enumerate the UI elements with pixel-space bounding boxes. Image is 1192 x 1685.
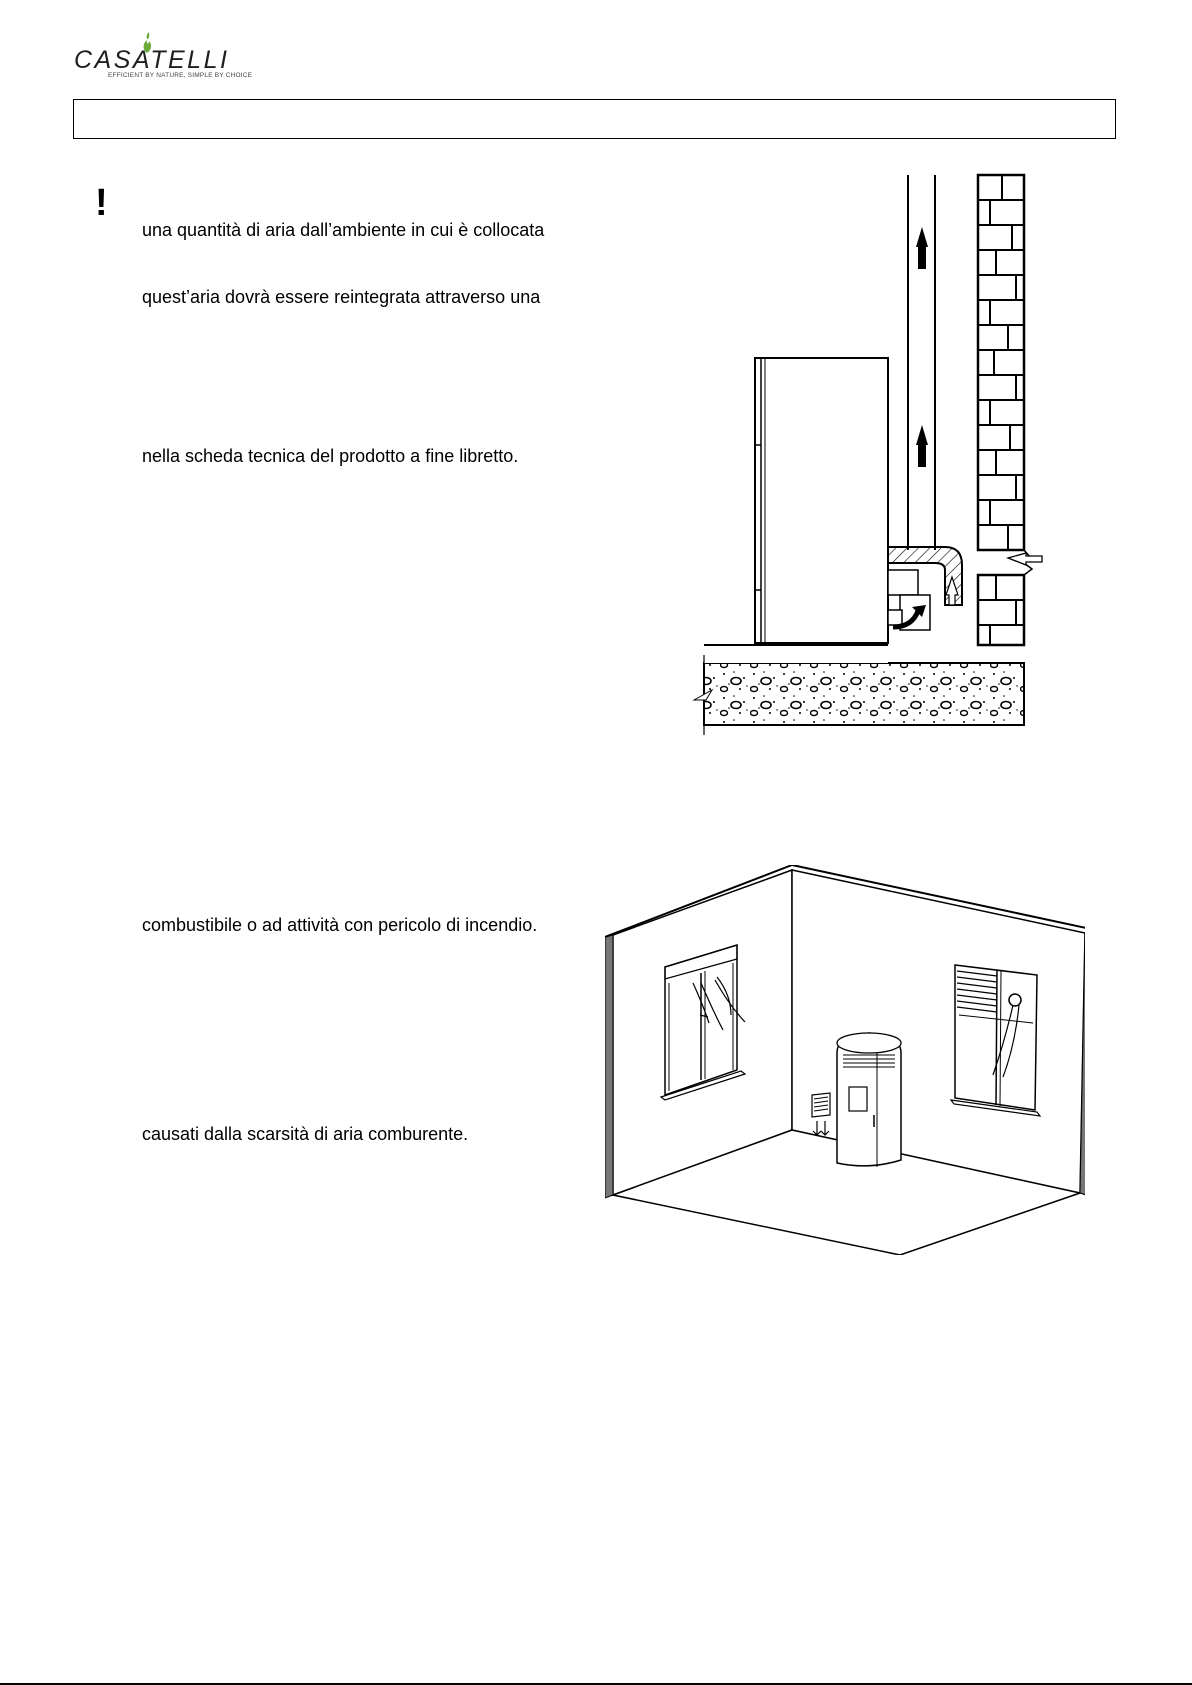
warning-icon: ! (95, 182, 108, 224)
section-header-box (73, 99, 1116, 139)
brand-logo (70, 30, 253, 86)
logo-wordmark: CASATELLI (74, 46, 230, 74)
text-line: quest’aria dovrà essere reintegrata attraverso una (142, 287, 541, 307)
text-line: una quantità di aria dall’ambiente in cui è collocata (142, 220, 545, 240)
text-line: causati dalla scarsità di aria comburente. (142, 1124, 469, 1144)
stove-chimney-air-intake-diagram (690, 165, 1050, 735)
room-stove-ventilation-diagram (605, 865, 1085, 1255)
logo-tagline: EFFICIENT BY NATURE, SIMPLE BY CHOICE (108, 72, 253, 79)
text-line: nella scheda tecnica del prodotto a fine libretto. (142, 446, 519, 466)
text-line: combustibile o ad attività con pericolo di incendio. (142, 915, 538, 935)
